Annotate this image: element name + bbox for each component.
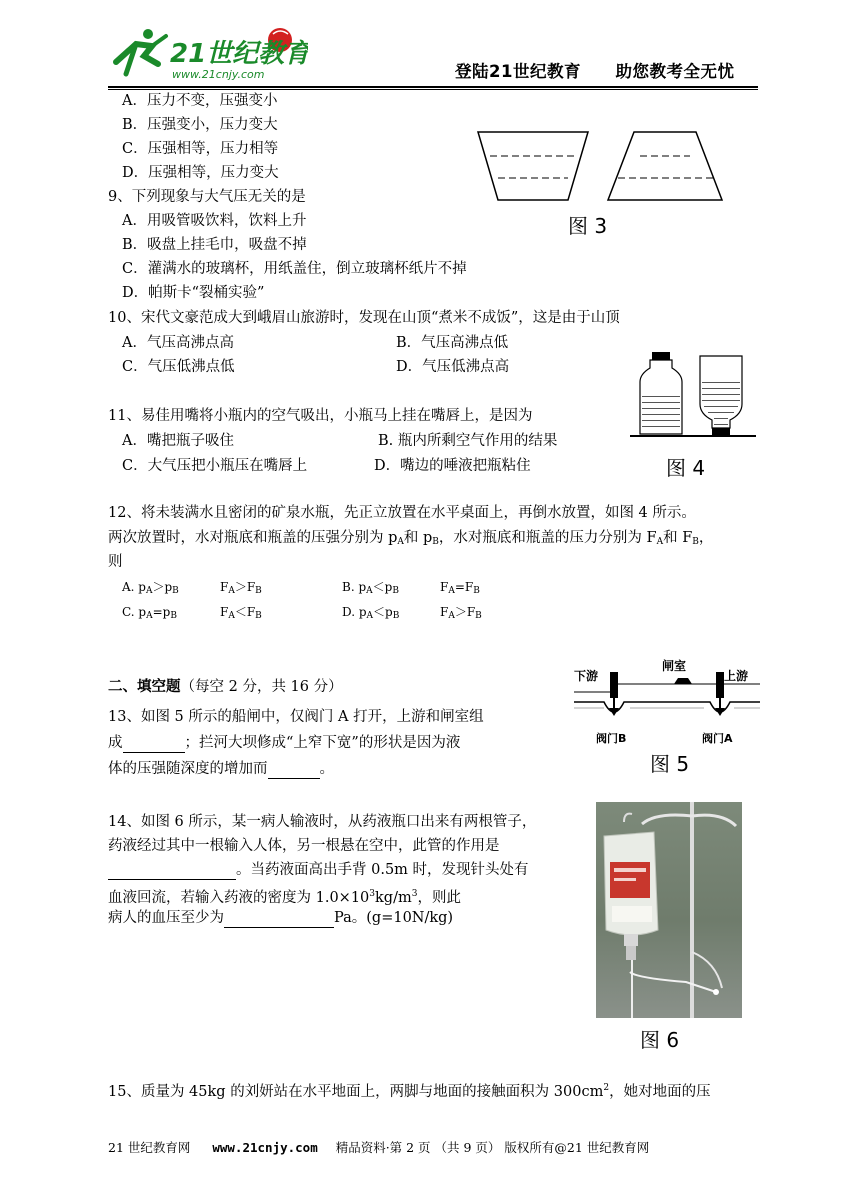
fig5-downstream-label: 下游 <box>574 669 599 683</box>
header-slogan-left: 登陆21世纪教育 <box>455 62 581 81</box>
q14-line-3: 。当药液面高出手背 0.5m 时，发现针头处有 <box>108 860 529 880</box>
q14-line-5: 病人的血压至少为 Pa。(g=10N/kg) <box>108 910 454 926</box>
q12-option-b-p: B. $p_A<p_B$ <box>342 580 399 596</box>
header-slogan-right: 助您教考全无忧 <box>615 62 735 81</box>
logo-text: 21世纪教育 <box>170 39 308 69</box>
figure-5-ship-lock <box>574 658 760 748</box>
q10-option-b: B．气压高沸点低 <box>396 335 509 351</box>
q12-option-a-p: A. $p_A>p_B$ <box>122 580 179 596</box>
q8-option-a: A．压力不变，压强变小 <box>122 93 278 109</box>
q8-option-c: C．压强相等，压力相等 <box>122 141 279 157</box>
q12-line-1: 12、将未装满水且密闭的矿泉水瓶，先正立放置在水平桌面上，再倒水放置，如图 4 所示。 <box>108 505 696 521</box>
q13-blank-1[interactable] <box>123 736 185 753</box>
header-slogan <box>455 58 734 82</box>
q9-option-c: C．灌满水的玻璃杯，用纸盖住，倒立玻璃杯纸片不掉 <box>122 261 467 277</box>
fig5-chamber-label: 闸室 <box>662 659 687 673</box>
q8-option-b: B．压强变小，压力变大 <box>122 117 278 133</box>
figure-3-containers <box>476 128 736 206</box>
q9-option-a: A．用吸管吸饮料，饮料上升 <box>122 213 307 229</box>
q10-option-a: A．气压高沸点高 <box>122 335 234 351</box>
q11-stem: 11、易佳用嘴将小瓶内的空气吸出，小瓶马上挂在嘴唇上，是因为 <box>108 408 533 424</box>
q12-line-3: 则 <box>108 554 123 570</box>
footer-url[interactable]: www.21cnjy.com <box>212 1140 318 1155</box>
q9-option-d: D．帕斯卡“裂桶实验” <box>122 285 265 301</box>
q12-option-c-p: C. $p_A=p_B$ <box>122 605 177 621</box>
q13-line-3: 体的压强随深度的增加而 。 <box>108 761 334 777</box>
q10-stem: 10、宋代文豪范成大到峨眉山旅游时，发现在山顶“煮米不成饭”，这是由于山顶 <box>108 310 620 326</box>
q11-option-b: B. 瓶内所剩空气作用的结果 <box>378 433 558 449</box>
footer-site: 21 世纪教育网 <box>108 1140 191 1155</box>
q13-line-2: 成 ；拦河大坝修成“上窄下宽”的形状是因为液 <box>108 735 461 751</box>
header-rule-thin <box>108 89 758 90</box>
q13-blank-2[interactable] <box>268 762 320 779</box>
q11-option-a: A．嘴把瓶子吸住 <box>122 433 234 449</box>
q14-line-4: 血液回流，若输入药液的密度为 $1.0\times 10^3kg/m^3$，则此 <box>108 889 461 906</box>
q12-option-b-f: $F_A=F_B$ <box>440 580 480 596</box>
figure-3-caption: 图 3 <box>568 214 608 238</box>
q12-option-c-f: $F_A<F_B$ <box>220 605 262 621</box>
section-2-heading: 二、填空题（每空 2 分，共 16 分） <box>108 679 343 695</box>
page-footer <box>108 1138 649 1156</box>
q14-blank-2[interactable] <box>224 911 334 928</box>
q10-option-d: D．气压低沸点高 <box>396 359 510 375</box>
q10-option-c: C．气压低沸点低 <box>122 359 235 375</box>
q14-blank-1[interactable] <box>108 863 236 880</box>
fig5-valve-b-label: 阀门B <box>596 732 627 745</box>
q15-line-1: 15、质量为 45kg 的刘妍站在水平地面上，两脚与地面的接触面积为 $300cm^2$，她对地面的压 <box>108 1083 711 1100</box>
q11-option-d: D．嘴边的唾液把瓶粘住 <box>374 458 531 474</box>
logo-url: www.21cnjy.com <box>172 68 265 81</box>
figure-4-bottles <box>630 348 756 440</box>
q14-line-2: 药液经过其中一根输入人体，另一根悬在空中，此管的作用是 <box>108 838 500 854</box>
figure-5-caption: 图 5 <box>650 752 690 776</box>
q12-option-a-f: $F_A>F_B$ <box>220 580 262 596</box>
q8-option-d: D．压强相等，压力变大 <box>122 165 279 181</box>
q14-line-1: 14、如图 6 所示，某一病人输液时，从药液瓶口出来有两根管子， <box>108 814 537 830</box>
q9-option-b: B．吸盘上挂毛巾，吸盘不掉 <box>122 237 307 253</box>
fig5-upstream-label: 上游 <box>724 669 749 683</box>
fig5-valve-a-label: 阀门A <box>702 732 733 745</box>
footer-page-info: 精品资料·第 2 页 （共 9 页） 版权所有@21 世纪教育网 <box>335 1140 650 1155</box>
q13-line-1: 13、如图 5 所示的船闸中，仅阀门 A 打开，上游和闸室组 <box>108 709 484 725</box>
header-rule <box>108 86 758 88</box>
figure-6-caption: 图 6 <box>640 1028 680 1052</box>
q12-line-2: 两次放置时，水对瓶底和瓶盖的压强分别为 $p_A$和 $p_B$，水对瓶底和瓶盖的压力分别为 $F_A$和 $F_B$， <box>108 530 714 547</box>
site-logo <box>108 22 308 84</box>
q11-option-c: C．大气压把小瓶压在嘴唇上 <box>122 458 308 474</box>
q12-option-d-p: D. $p_A<p_B$ <box>342 605 400 621</box>
q9-stem: 9、下列现象与大气压无关的是 <box>108 189 306 205</box>
figure-4-caption: 图 4 <box>666 456 706 480</box>
figure-6-iv-photo <box>596 802 742 1018</box>
q12-option-d-f: $F_A>F_B$ <box>440 605 482 621</box>
